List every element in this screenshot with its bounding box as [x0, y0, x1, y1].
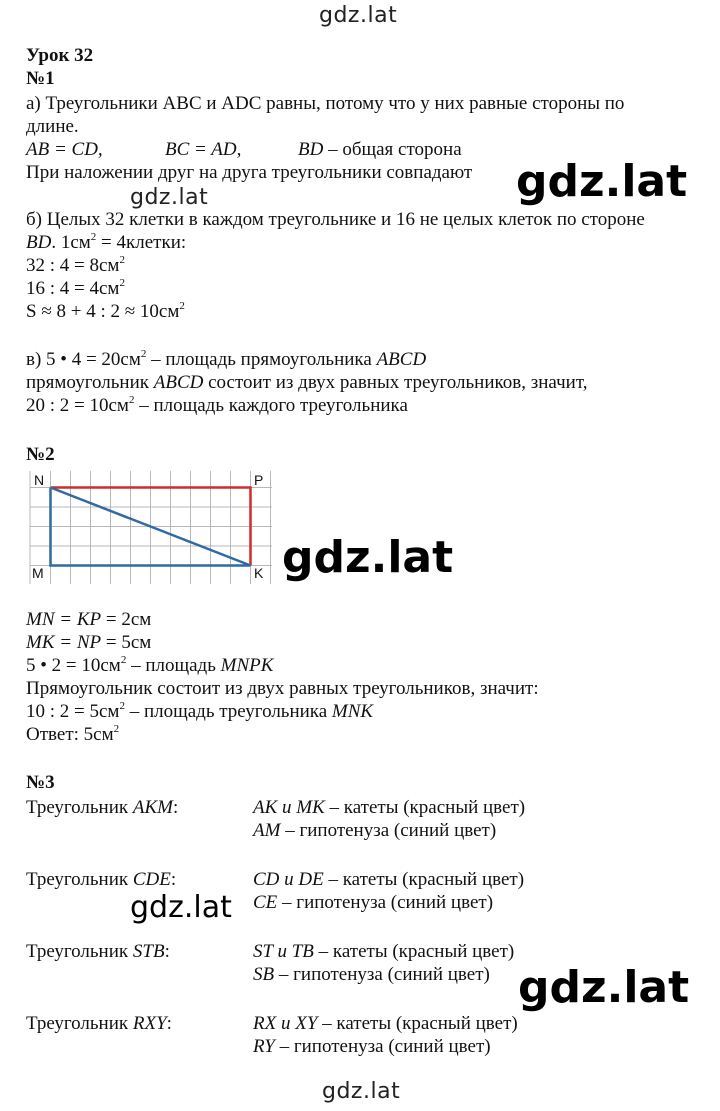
task2-area [26, 654, 273, 678]
task2-area-a: 5 • 2 = 10см [26, 655, 121, 676]
task2-statement: Прямоугольник состоит из двух равных треугольников, значит: [26, 678, 539, 699]
sq-sup: 2 [119, 277, 125, 289]
task1-v3a: 20 : 2 = 10см [26, 395, 129, 416]
item-prefix: Треугольник [26, 797, 133, 818]
task1-calc2-text: 16 : 4 = 4см [26, 278, 120, 299]
task1-v3b: – площадь каждого треугольника [134, 395, 408, 416]
task2-answer-text: Ответ: 5см [26, 724, 114, 745]
task1-eq1: AB = CD, [26, 139, 103, 160]
task1-eq3 [298, 138, 462, 162]
task2-mk-np [26, 631, 151, 655]
point-k-label: K [254, 565, 264, 581]
task3-item-3-hyp [253, 963, 490, 987]
task2-answer [26, 723, 119, 747]
item-legs: ST и TB [253, 941, 314, 962]
task1-b-line2 [26, 231, 186, 255]
item-triangle-name: STB [132, 941, 165, 962]
watermark-1: gdz.lat [516, 156, 688, 207]
task3-item-1-legs [253, 796, 525, 820]
task1-calc3-text: S ≈ 8 + 4 : 2 ≈ 10см [26, 301, 180, 322]
item-suffix: : [172, 797, 179, 818]
task1-v2a: прямоугольник [26, 372, 154, 393]
item-hyp-text: – гипотенуза (синий цвет) [274, 964, 490, 985]
task2-label: №2 [26, 444, 55, 465]
point-m-label: M [32, 565, 44, 581]
item-legs: AK и MK [253, 797, 325, 818]
item-triangle-name: RXY [132, 1013, 167, 1034]
item-legs-text: – катеты (красный цвет) [317, 1013, 518, 1034]
sq-sup: 2 [120, 654, 127, 666]
watermark-top: gdz.lat [319, 3, 398, 28]
task1-b-bd: BD [26, 232, 52, 253]
watermark-bottom: gdz.lat [322, 1079, 401, 1104]
task2-tri-a: 10 : 2 = 5см [26, 701, 120, 722]
item-suffix: : [164, 941, 170, 962]
task1-v-line1 [26, 348, 426, 372]
item-legs: CD и DE [253, 869, 324, 890]
task2-mn-kp-val: = 2см [101, 609, 152, 630]
task1-v1-abcd: ABCD [376, 349, 427, 370]
item-legs-text: – катеты (красный цвет) [323, 869, 525, 890]
rectangle-diagram [26, 468, 276, 588]
task3-item-1-name [26, 796, 178, 820]
task3-item-2-name [26, 868, 176, 892]
task2-tri [26, 700, 373, 724]
sq-sup: 2 [90, 231, 97, 243]
item-hyp-text: – гипотенуза (синий цвет) [277, 892, 494, 913]
item-prefix: Треугольник [26, 941, 133, 962]
task1-v-line2 [26, 371, 587, 395]
task1-b-l2a: . 1см [51, 232, 91, 253]
watermark-4: gdz.lat [130, 890, 232, 925]
item-legs: RX и XY [253, 1013, 318, 1034]
watermark-3: gdz.lat [282, 532, 454, 583]
task2-area-b: – площадь [126, 655, 221, 676]
item-hyp: RY [253, 1036, 275, 1057]
task1-calc1-text: 32 : 4 = 8см [26, 255, 120, 276]
point-n-label: N [34, 472, 45, 488]
task1-eq3-bd: BD [298, 139, 324, 160]
task3-item-4-legs [253, 1012, 518, 1036]
task2-mk-np-lhs: MK = NP [26, 632, 102, 653]
item-hyp: AM [253, 820, 281, 841]
item-prefix: Треугольник [26, 1013, 133, 1034]
task1-a-line1: а) Треугольники ABC и ADC равны, потому что у них равные стороны по [26, 93, 625, 114]
item-legs-text: – катеты (красный цвет) [313, 941, 515, 962]
task3-item-3-name [26, 940, 170, 964]
item-prefix: Треугольник [26, 869, 133, 890]
watermark-5: gdz.lat [518, 962, 690, 1013]
task1-v2-abcd: ABCD [153, 372, 204, 393]
task1-v1b: – площадь прямоугольника [146, 349, 377, 370]
task3-label: №3 [26, 772, 55, 793]
sq-sup: 2 [128, 394, 135, 406]
task3-item-2-legs [253, 868, 524, 892]
lesson-title: Урок 32 [26, 45, 94, 66]
task1-v1a: в) 5 • 4 = 20см [26, 349, 141, 370]
item-suffix: : [170, 869, 177, 890]
task1-label: №1 [26, 68, 55, 89]
task3-item-4-hyp [253, 1035, 491, 1059]
sq-sup: 2 [119, 700, 125, 712]
item-hyp: CE [253, 892, 278, 913]
task2-mn-kp-lhs: MN = KP [26, 609, 102, 630]
task2-mnk: MNK [331, 701, 374, 722]
task2-mk-np-val: = 5см [101, 632, 152, 653]
item-hyp: SB [253, 964, 275, 985]
task1-calc2 [26, 277, 125, 301]
task3-item-2-hyp [253, 891, 493, 915]
item-triangle-name: CDE [132, 869, 171, 890]
task3-item-3-legs [253, 940, 514, 964]
item-hyp-text: – гипотенуза (синий цвет) [280, 820, 497, 841]
task1-v2b: состоит из двух равных треугольников, значит, [203, 372, 588, 393]
task2-tri-b: – площадь треугольника [124, 701, 332, 722]
task1-eq2: BC = AD, [165, 139, 242, 160]
item-suffix: : [166, 1013, 172, 1034]
item-triangle-name: AKM [132, 797, 173, 818]
task3-item-4-name [26, 1012, 172, 1036]
item-legs-text: – катеты (красный цвет) [324, 797, 526, 818]
task2-mnpk: MNPK [220, 655, 274, 676]
task1-b-l2b: = 4клетки: [96, 232, 187, 253]
task1-calc1 [26, 254, 125, 278]
sq-sup: 2 [119, 254, 125, 266]
task1-overlay: При наложении друг на друга треугольники совпадают [26, 162, 473, 183]
watermark-2: gdz.lat [130, 185, 209, 210]
task1-a-line2: длине. [26, 116, 79, 137]
task1-v-line3 [26, 394, 408, 418]
task3-item-1-hyp [253, 819, 496, 843]
task1-calc3 [26, 300, 185, 324]
sq-sup: 2 [113, 723, 120, 735]
task2-mn-kp [26, 608, 151, 632]
sq-sup: 2 [179, 300, 185, 312]
item-hyp-text: – гипотенуза (синий цвет) [274, 1036, 491, 1057]
task1-eq3-suffix: – общая сторона [323, 139, 462, 160]
task1-b-line1: б) Целых 32 клетки в каждом треугольнике и 16 не целых клеток по стороне [26, 209, 645, 230]
sq-sup: 2 [140, 348, 147, 360]
point-p-label: P [254, 472, 264, 488]
